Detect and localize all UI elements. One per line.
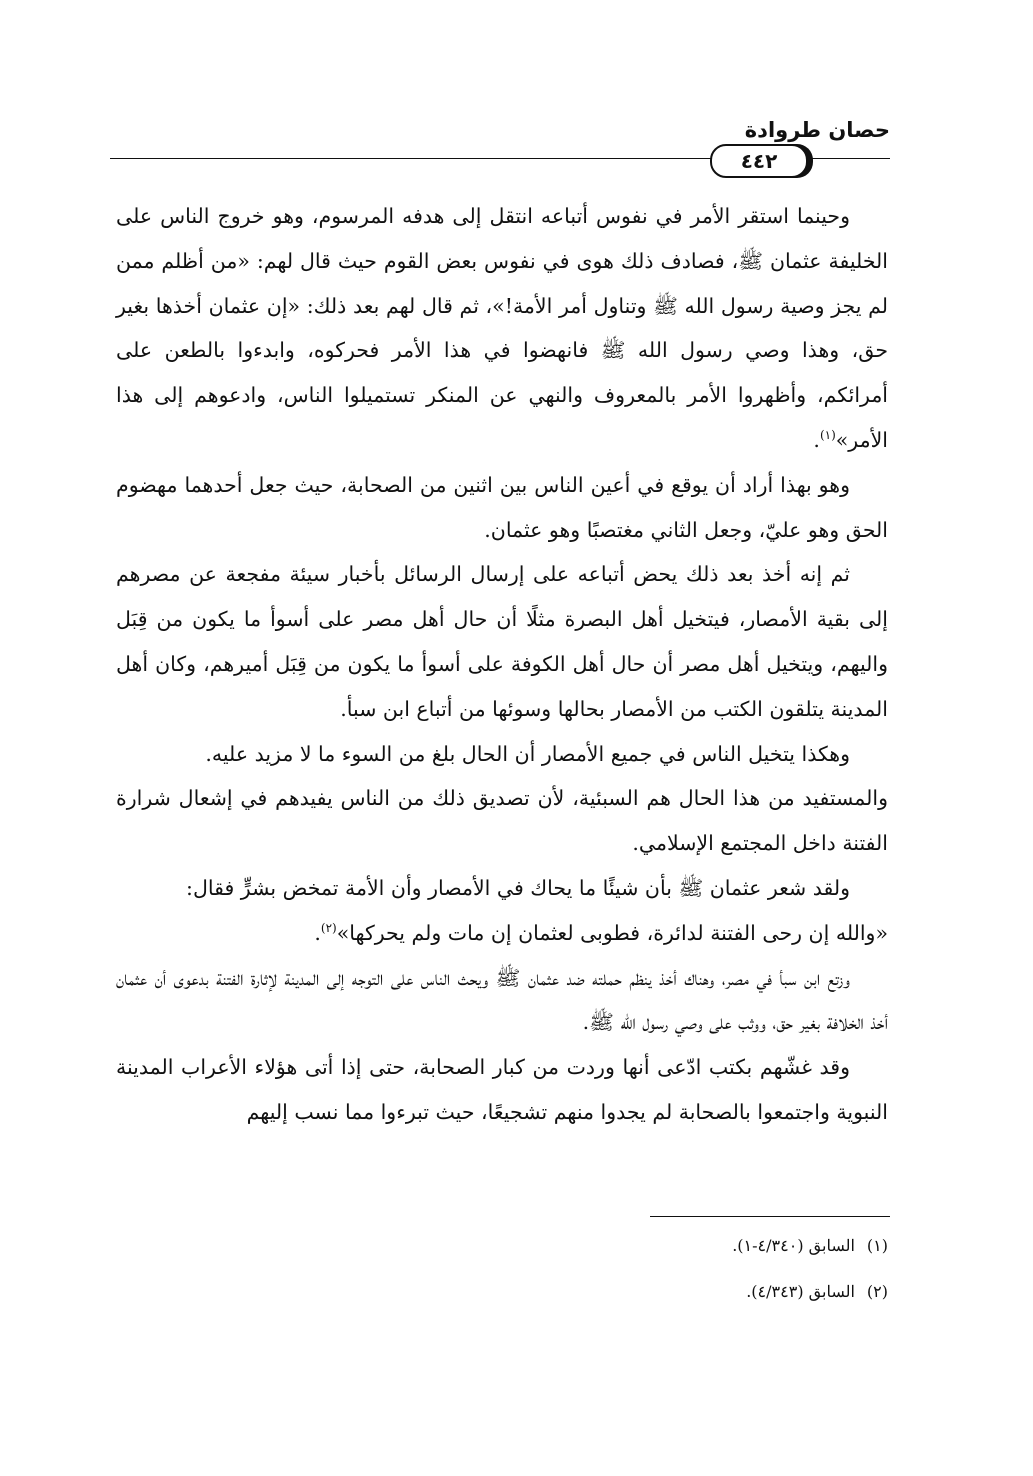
footnote-ref-2: (٢) (320, 920, 337, 935)
paragraph-8: وزتع ابن سبأ في مصر، وهناك أخذ ينظم حملته ضد عثمان ﷺ ويحث الناس على التوجه إلى المدينة لإثارة الفتنة بدعوى أن عثمان أخذ الخلافة بغير حق، ووثب على وصي رسول الله ﷺ. (116, 965, 888, 1035)
paragraph-1 (116, 194, 888, 463)
body-text (116, 194, 888, 1135)
paragraph-1-text: وحينما استقر الأمر في نفوس أتباعه انتقل إلى هدفه المرسوم، وهو خروج الناس على الخليفة عثمان ﷺ، فصادف ذلك هوى في نفوس بعض القوم حيث قال لهم: «من أظلم ممن لم يجز وصية رسول الله ﷺ وتناول أمر الأمة!»، ثم قال لهم بعد ذلك: «إن عثمان أخذها بغير حق، وهذا وصي رسول الله ﷺ فانهضوا في هذا الأمر فحركوه، وابدءوا بالطعن على أمرائكم، وأظهروا الأمر بالمعروف والنهي عن المنكر تستميلوا الناس، وادعوهم إلى هذا الأمر» (116, 204, 888, 452)
paragraph-9: وقد غشّهم بكتب ادّعى أنها وردت من كبار الصحابة، حتى إذا أتى هؤلاء الأعراب المدينة النبوية واجتمعوا بالصحابة لم يجدوا منهم تشجيعًا، حيث تبرءوا مما نسب إليهم (116, 1055, 888, 1124)
paragraph-7-end: . (314, 920, 321, 945)
footnote-2 (300, 1282, 888, 1302)
paragraph-7 (116, 911, 888, 956)
footnote-1-text: السابق (٤/٣٤٠-١). (732, 1236, 855, 1255)
paragraph-5: والمستفيد من هذا الحال هم السبئية، لأن تصديق ذلك من الناس يفيدهم في إشعال شرارة الفتنة داخل المجتمع الإسلامي. (116, 786, 888, 856)
footnote-2-text: السابق (٤/٣٤٣). (746, 1282, 855, 1301)
paragraph-4: وهكذا يتخيل الناس في جميع الأمصار أن الحال بلغ من السوء ما لا مزيد عليه. (205, 741, 850, 766)
footnote-1-number: (١) (866, 1236, 888, 1255)
footnotes (300, 1236, 888, 1328)
footnote-rule (650, 1216, 890, 1217)
paragraph-3: ثم إنه أخذ بعد ذلك يحض أتباعه على إرسال الرسائل بأخبار سيئة مفجعة عن مصرهم إلى بقية الأمصار، فيتخيل أهل البصرة مثلًا أن حال أهل مصر على أسوأ ما يكون من قِبَل واليهم، ويتخيل أهل مصر أن حال أهل الكوفة على أسوأ ما يكون من قِبَل أميرهم، وكان أهل المدينة يتلقون الكتب من الأمصار بحالها وسوئها من أتباع ابن سبأ. (116, 562, 888, 721)
footnote-ref-1: (١) (819, 428, 836, 443)
footnote-2-number: (٢) (866, 1282, 888, 1301)
page-header (110, 118, 890, 190)
paragraph-1-end: . (813, 427, 820, 452)
paragraph-7-text: «والله إن رحى الفتنة لدائرة، فطوبى لعثمان إن مات ولم يحركها» (336, 920, 888, 945)
page-number: ٤٤٢ (740, 149, 778, 173)
running-title: حصان طروادة (744, 118, 890, 142)
page-number-badge (710, 144, 808, 178)
paragraph-6: ولقد شعر عثمان ﷺ بأن شيئًا ما يحاك في الأمصار وأن الأمة تمخض بشرٍّ فقال: (186, 875, 850, 900)
footnote-1 (300, 1236, 888, 1256)
paragraph-2: وهو بهذا أراد أن يوقع في أعين الناس بين اثنين من الصحابة، حيث جعل أحدهما مهضوم الحق وهو عليّ، وجعل الثاني مغتصبًا وهو عثمان. (116, 472, 888, 542)
